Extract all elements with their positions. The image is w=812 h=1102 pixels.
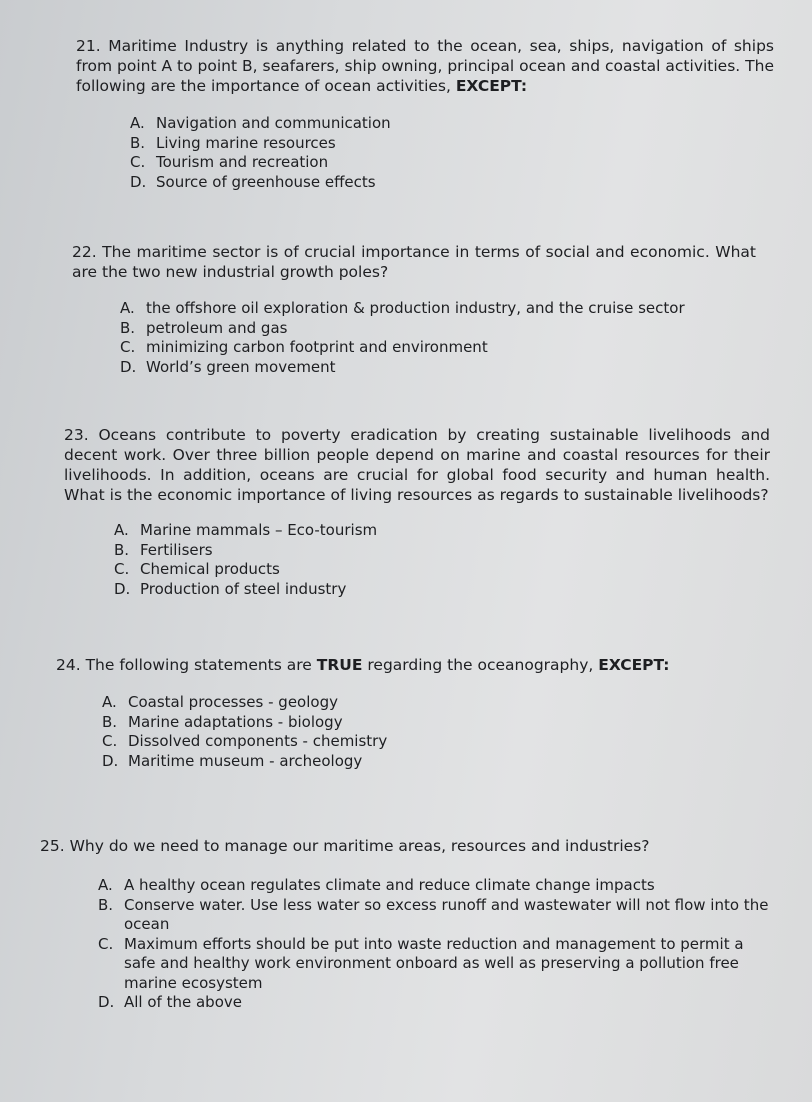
option-a[interactable]: A. A healthy ocean regulates climate and reduce climate change impacts <box>98 876 655 894</box>
question-22 <box>72 242 756 377</box>
option-d[interactable]: D. Source of greenhouse effects <box>130 172 376 191</box>
question-23 <box>64 425 770 599</box>
question-stem <box>64 425 770 505</box>
options-list <box>98 876 774 1013</box>
question-stem <box>72 242 756 282</box>
question-number: 21. <box>76 37 101 55</box>
question-number: 22. <box>72 243 97 261</box>
question-stem <box>40 836 780 856</box>
options-list <box>120 299 756 377</box>
question-number: 25. <box>40 837 65 855</box>
question-stem <box>56 655 776 675</box>
option-b[interactable]: B. Marine adaptations - biology <box>102 712 343 731</box>
emphasis-true: TRUE <box>316 656 363 674</box>
option-c[interactable]: C. Chemical products <box>114 560 280 578</box>
option-a[interactable]: A. Marine mammals – Eco-tourism <box>114 521 378 539</box>
option-b[interactable]: B. Conserve water. Use less water so excess runoff and wastewater will not flow into the ocean <box>98 895 769 933</box>
option-c[interactable]: C. Maximum efforts should be put into waste reduction and management to permit a safe and healthy work environment onboard as well as preserving a pollution free marine ecosystem <box>98 934 744 992</box>
option-c[interactable]: C. Dissolved components - chemistry <box>102 732 388 750</box>
option-c[interactable]: C. minimizing carbon footprint and environment <box>120 338 488 356</box>
emphasis-except: EXCEPT: <box>455 77 528 95</box>
options-list <box>114 521 770 599</box>
option-b[interactable]: B. Fertilisers <box>114 540 213 559</box>
stem-text: Oceans contribute to poverty eradication by creating sustainable livelihoods and decent work. Over three billion people depend on marine and coastal resources for their livelihoods. In addition, oceans are crucial for global food security and human health. What is the economic importance of living resources as regards to sustainable livelihoods? <box>64 426 770 504</box>
question-stem <box>76 36 774 96</box>
option-a[interactable]: A. the offshore oil exploration & production industry, and the cruise sector <box>120 299 685 317</box>
option-b[interactable]: B. petroleum and gas <box>120 318 288 337</box>
option-d[interactable]: D. Production of steel industry <box>114 579 347 598</box>
options-list <box>102 693 776 771</box>
option-a[interactable]: A. Navigation and communication <box>130 114 391 132</box>
question-21 <box>76 36 774 192</box>
question-number: 24. <box>56 656 81 674</box>
stem-text-2: regarding the oceanography, <box>362 656 599 674</box>
question-25 <box>40 836 780 1013</box>
option-c[interactable]: C. Tourism and recreation <box>130 153 329 171</box>
stem-text: Why do we need to manage our maritime areas, resources and industries? <box>69 837 650 855</box>
option-d[interactable]: D. Maritime museum - archeology <box>102 751 363 770</box>
option-a[interactable]: A. Coastal processes - geology <box>102 693 338 711</box>
option-d[interactable]: D. All of the above <box>98 993 242 1011</box>
stem-text: Maritime Industry is anything related to the ocean, sea, ships, navigation of ships from point A to point B, seafarers, ship owning, principal ocean and coastal activities. The following are the importance of ocean activities, <box>76 37 774 95</box>
options-list <box>130 114 774 192</box>
option-d[interactable]: D. World’s green movement <box>120 357 336 376</box>
emphasis-except: EXCEPT: <box>598 656 670 674</box>
question-number: 23. <box>64 426 89 444</box>
stem-text: The maritime sector is of crucial importance in terms of social and economic. What are the two new industrial growth poles? <box>72 243 756 281</box>
question-24 <box>56 655 776 771</box>
stem-text: The following statements are <box>85 656 317 674</box>
option-b[interactable]: B. Living marine resources <box>130 133 336 152</box>
